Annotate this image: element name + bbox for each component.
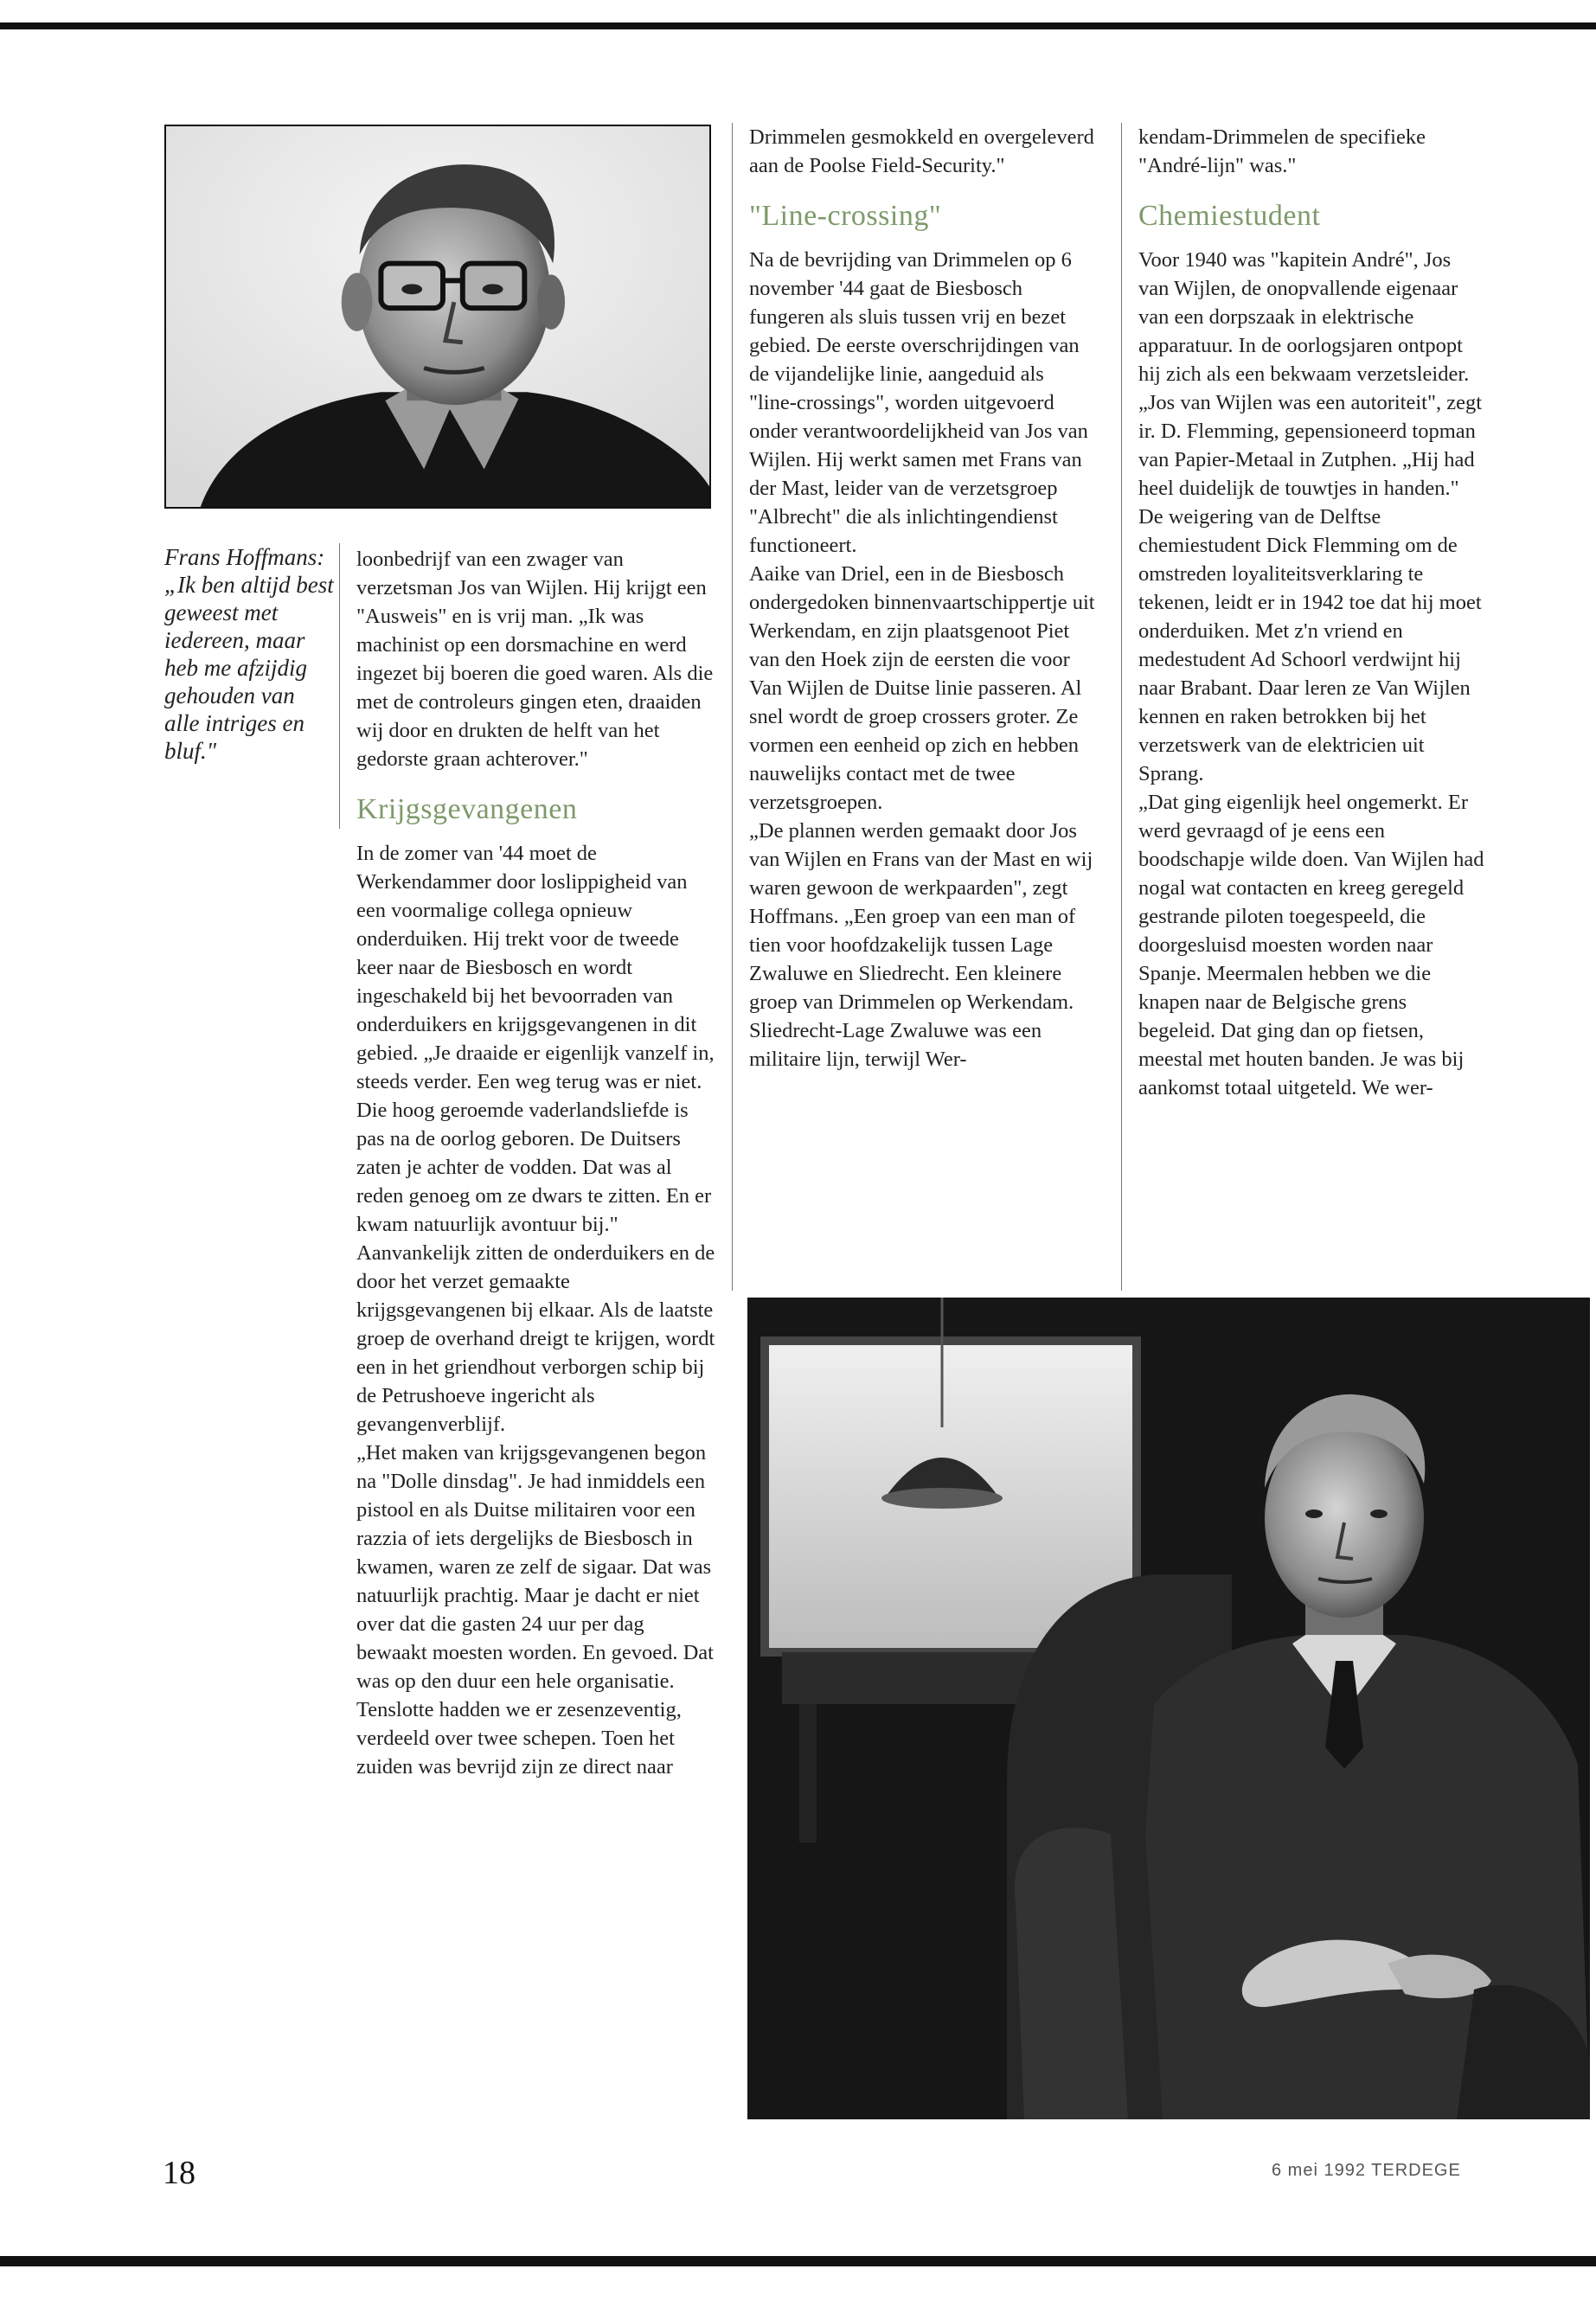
heading-krijgsgevangenen: Krijgsgevangenen bbox=[356, 793, 578, 825]
column1-paragraph: In de zomer van '44 moet de Werkendammer door loslippigheid van een voormalige collega opnieuw onderduiken. Hij trekt voor de tweede keer naar de Biesbosch en wordt ingeschakeld bij het bevoorraden van onderduikers en krijgsgevangenen in dit gebied. „Je draaide er eigenlijk vanzelf in, steeds verder. Een weg terug was er niet. Die hoog geroemde vaderlandsliefde is pas na de oorlog geboren. De Duitsers zaten je achter de vodden. Dat was al reden genoeg om ze dwars te zitten. En er kwam natuurlijk avontuur bij." bbox=[356, 842, 715, 1236]
bottom-border-rule bbox=[0, 2256, 1596, 2266]
caption-divider bbox=[339, 543, 340, 829]
portrait-photo-hoffmans bbox=[164, 125, 711, 509]
footer-date-publication: 6 mei 1992 TERDEGE bbox=[1272, 2161, 1461, 2180]
seated-man-illustration bbox=[747, 1298, 1590, 2119]
top-border-rule bbox=[0, 22, 1596, 29]
column-divider bbox=[1121, 123, 1122, 1291]
column1-paragraph: Aanvankelijk zitten de onderduikers en de door het verzet gemaakte krijgsgevangenen bij elkaar. Als de laatste groep de overhand dreigt te krijgen, wordt een in het griendhout verborgen schip bij de Petrushoeve ingericht als gevangenverblijf. bbox=[356, 1241, 715, 1436]
column2-paragraph: Aaike van Driel, een in de Biesbosch ondergedoken binnenvaartschippertje uit Werkendam, en zijn plaatsgenoot Piet van den Hoek zijn de eersten die voor Van Wijlen de Duitse linie passeren. Al snel wordt de groep crossers groter. Ze vormen een eenheid op zich en hebben nauwelijks contact met de twee verzetsgroepen. bbox=[749, 562, 1095, 814]
page-number: 18 bbox=[163, 2155, 195, 2191]
column3-paragraph: Voor 1940 was "kapitein André", Jos van Wijlen, de onopvallende eigenaar van een dorpszaak in elektrische apparatuur. In de oorlogsjaren ontpopt hij zich als een bekwaam verzetsleider. „Jos van Wijlen was een autoriteit", zegt ir. D. Flemming, gepensioneerd topman van Papier-Metaal in Zutphen. „Hij had heel duidelijk de touwtjes in handen." bbox=[1138, 248, 1483, 500]
column1-intro: loonbedrijf van een zwager van verzetsman Jos van Wijlen. Hij krijgt een "Ausweis" en is vrij man. „Ik was machinist op een dorsmachine en werd ingezet bij boeren die goed waren. Als die met de controleurs gingen eten, draaiden wij door en drukten de helft van het gedorste graan achterover." bbox=[356, 548, 714, 771]
column2-paragraph: Na de bevrijding van Drimmelen op 6 november '44 gaat de Biesbosch fungeren als sluis tussen vrij en bezet gebied. De eerste overschrijdingen van de vijandelijke linie, aangeduid als "line-crossings", worden uitgevoerd onder verantwoordelijkheid van Jos van Wijlen. Hij werkt samen met Frans van der Mast, leider van de verzetsgroep "Albrecht" die als inlichtingendienst functioneert. bbox=[749, 248, 1088, 557]
heading-line-crossing: "Line-crossing" bbox=[749, 200, 942, 232]
heading-chemiestudent: Chemiestudent bbox=[1138, 200, 1321, 232]
column3-intro: kendam-Drimmelen de specifieke "André-lijn" was." bbox=[1138, 125, 1426, 177]
column-divider bbox=[732, 123, 733, 1291]
column3-paragraph: „Dat ging eigenlijk heel ongemerkt. Er werd gevraagd of je eens een boodschapje wilde doen. Van Wijlen had nogal wat contacten en kreeg geregeld gestrande piloten toegespeeld, die doorgesluisd moesten worden naar Spanje. Meermalen hebben we die knapen naar de Belgische grens begeleid. Dat ging dan op fietsen, meestal met houten banden. Je was bij aankomst totaal uitgeteld. We wer- bbox=[1138, 791, 1484, 1099]
column3-paragraph: De weigering van de Delftse chemiestudent Dick Flemming om de omstreden loyaliteitsverklaring te tekenen, leidt er in 1942 toe dat hij moet onderduiken. Met z'n vriend en medestudent Ad Schoorl verdwijnt hij naar Brabant. Daar leren ze Van Wijlen kennen en raken betrokken bij het verzetswerk van de elektricien uit Sprang. bbox=[1138, 505, 1482, 785]
portrait-illustration bbox=[166, 126, 709, 507]
portrait-photo-van-wijlen bbox=[747, 1298, 1590, 2119]
column1-paragraph: „Het maken van krijgsgevangenen begon na "Dolle dinsdag". Je had inmiddels een pistool en als Duitse militairen voor een razzia of iets dergelijks de Biesbosch in kwamen, waren ze zelf de sigaar. Dat was natuurlijk prachtig. Maar je dacht er niet over dat die gasten 24 uur per dag bewaakt moesten worden. En gevoed. Dat was op den duur een hele organisatie. Tenslotte hadden we er zesenzeventig, verdeeld over twee schepen. Toen het zuiden was bevrijd zijn ze direct naar bbox=[356, 1441, 714, 1779]
article-column-3 bbox=[1138, 123, 1484, 1102]
column2-paragraph: „De plannen werden gemaakt door Jos van Wijlen en Frans van der Mast en wij waren gewoon de werkpaarden", zegt Hoffmans. „Een groep van een man of tien voor hoofdzakelijk tussen Lage Zwaluwe en Sliedrecht. Een kleinere groep van Drimmelen op Werkendam. Sliedrecht-Lage Zwaluwe was een militaire lijn, terwijl Wer- bbox=[749, 819, 1093, 1071]
article-column-2 bbox=[749, 123, 1095, 1074]
photo-caption: Frans Hoffmans: „Ik ben altijd best geweest met iedereen, maar heb me afzijdig gehouden van alle intriges en bluf." bbox=[164, 544, 334, 764]
article-column-1 bbox=[356, 545, 720, 1781]
column2-intro: Drimmelen gesmokkeld en overgeleverd aan de Poolse Field-Security." bbox=[749, 125, 1094, 177]
